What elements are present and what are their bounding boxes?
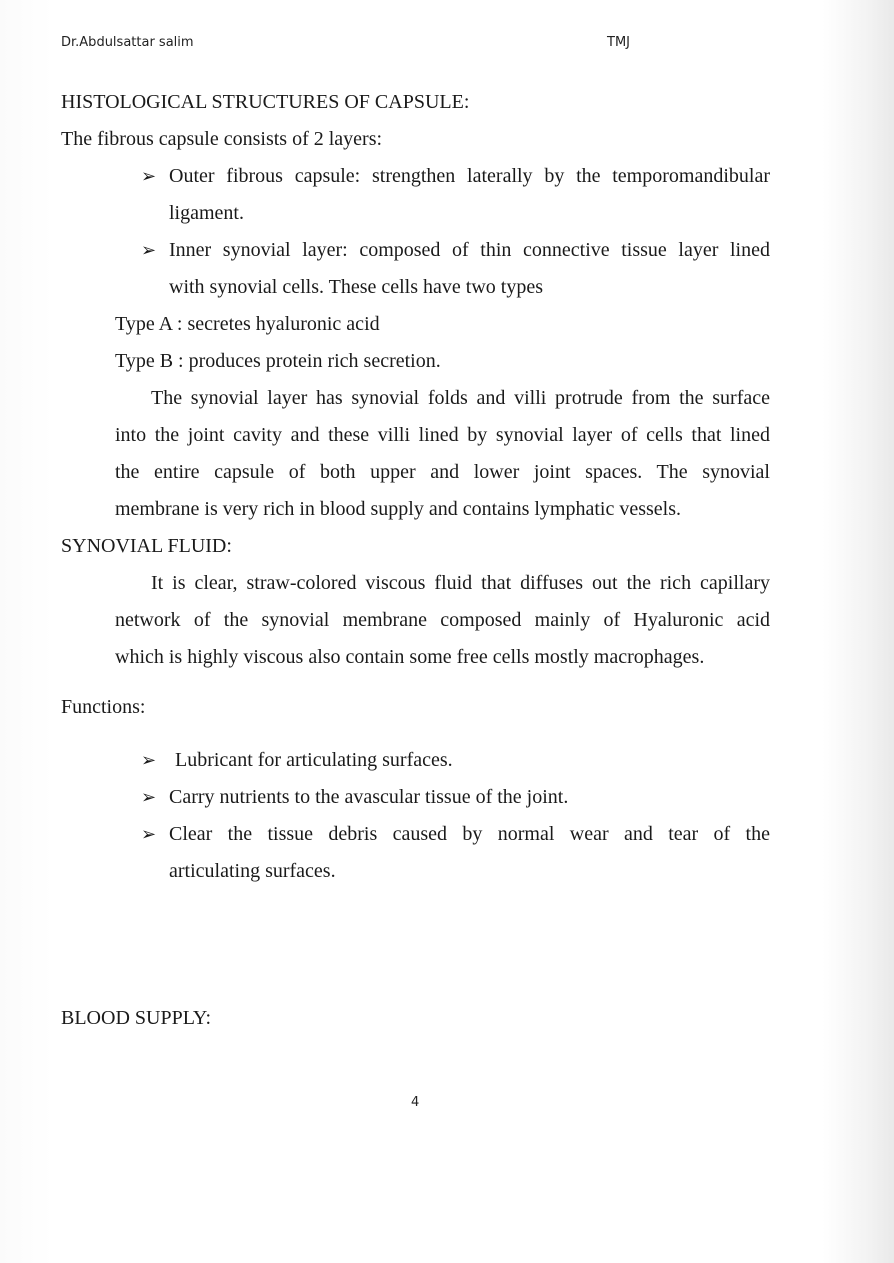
bullet-arrow-icon: ➢ [141,240,157,260]
synovial-fluid-heading: SYNOVIAL FLUID: [61,535,232,557]
fluid-paragraph-line-1: It is clear, straw-colored viscous fluid that diffuses out the rich capillary [151,572,770,594]
capsule-paragraph-line-3: the entire capsule of both upper and lower joint spaces. The synovial [115,461,770,483]
function-item-3-line-2: articulating surfaces. [169,860,336,882]
fluid-paragraph-line-2: network of the synovial membrane composed mainly of Hyaluronic acid [115,609,770,631]
bullet-arrow-icon: ➢ [141,787,157,807]
header-topic: TMJ [607,35,630,50]
capsule-bullet-2-line-1: Inner synovial layer: composed of thin connective tissue layer lined [169,239,770,261]
capsule-paragraph-line-2: into the joint cavity and these villi lined by synovial layer of cells that lined [115,424,770,446]
function-item-2: Carry nutrients to the avascular tissue of the joint. [169,786,569,808]
blood-supply-heading: BLOOD SUPPLY: [61,1007,212,1029]
bullet-arrow-icon: ➢ [141,750,157,770]
function-item-1: Lubricant for articulating surfaces. [175,749,453,771]
capsule-intro: The fibrous capsule consists of 2 layers: [61,128,383,150]
header-author: Dr.Abdulsattar salim [61,35,194,50]
page-number: 4 [411,1095,420,1110]
capsule-bullet-1-line-1: Outer fibrous capsule: strengthen laterally by the temporomandibular [169,165,770,187]
bullet-arrow-icon: ➢ [141,166,157,186]
fluid-paragraph-line-3: which is highly viscous also contain some free cells mostly macrophages. [115,646,705,668]
capsule-heading: HISTOLOGICAL STRUCTURES OF CAPSULE: [61,91,470,113]
type-a-line: Type A : secretes hyaluronic acid [115,313,380,335]
capsule-bullet-2-line-2: with synovial cells. These cells have two types [169,276,543,298]
type-b-line: Type B : produces protein rich secretion. [115,350,441,372]
capsule-bullet-1-line-2: ligament. [169,202,244,224]
bullet-arrow-icon: ➢ [141,824,157,844]
capsule-paragraph-line-1: The synovial layer has synovial folds and villi protrude from the surface [151,387,770,409]
functions-heading: Functions: [61,696,146,718]
capsule-paragraph-line-4: membrane is very rich in blood supply and contains lymphatic vessels. [115,498,681,520]
function-item-3-line-1: Clear the tissue debris caused by normal wear and tear of the [169,823,770,845]
